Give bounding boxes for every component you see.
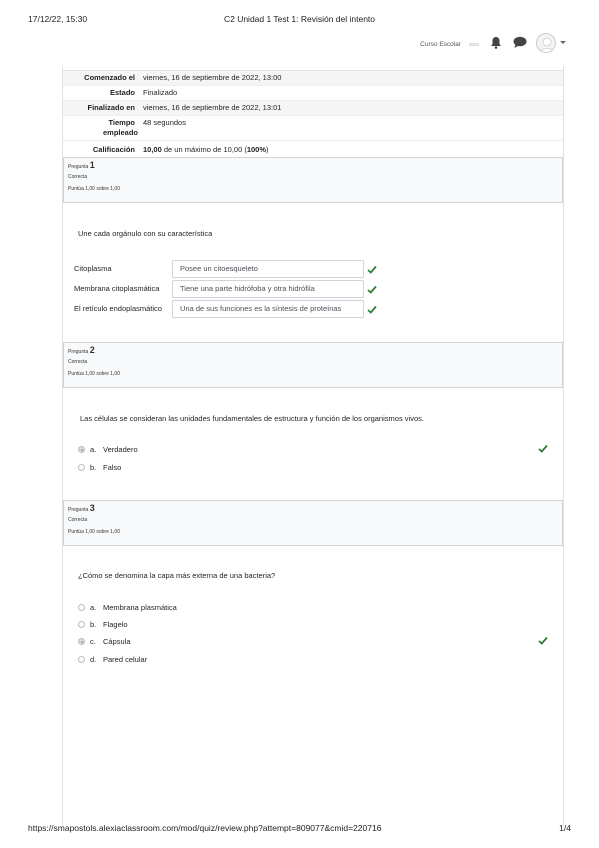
match-row (74, 260, 384, 278)
radio-button[interactable] (78, 621, 85, 628)
question-prefix: Pregunta (68, 507, 89, 513)
summary-row (63, 101, 563, 116)
avatar[interactable] (536, 33, 556, 53)
option-letter: c. (90, 637, 96, 646)
question-info-1 (63, 157, 563, 203)
summary-value: 48 segundos (143, 118, 186, 127)
option-text: Falso (103, 463, 122, 472)
course-selector[interactable]: Curso Escolar (420, 41, 461, 48)
summary-row (63, 141, 563, 158)
summary-row (63, 116, 563, 141)
option-letter: a. (90, 603, 97, 612)
question-text: Las células se consideran las unidades fundamentales de estructura y función de los organismos vivos. (80, 414, 424, 423)
radio-button[interactable] (78, 638, 85, 645)
radio-button[interactable] (78, 604, 85, 611)
print-footer (28, 823, 571, 835)
grade-value: 10,00 (143, 145, 162, 154)
question-number-value: 3 (89, 503, 95, 513)
check-icon (367, 265, 377, 274)
question-grade: Puntúa 1,00 sobre 1,00 (68, 186, 120, 192)
course-code: 2022 (468, 42, 479, 47)
question-number (68, 346, 558, 356)
match-label: Citoplasma (74, 264, 112, 273)
option-text: Membrana plasmática (103, 603, 177, 612)
option-text: Pared celular (103, 655, 148, 664)
summary-value (139, 143, 563, 157)
question-grade: Puntúa 1,00 sobre 1,00 (68, 529, 120, 535)
grade-max: de un máximo de 10,00 ( (161, 145, 247, 154)
option-letter: d. (90, 655, 97, 664)
check-icon (538, 636, 548, 645)
chevron-down-icon[interactable] (560, 40, 566, 45)
print-header (28, 14, 571, 26)
match-select[interactable]: Una de sus funciones es la síntesis de proteínas (172, 300, 364, 318)
radio-button[interactable] (78, 446, 85, 453)
question-info-2 (63, 342, 563, 388)
match-row (74, 280, 384, 298)
attempt-summary-table (63, 70, 563, 158)
match-select[interactable]: Posee un citoesqueleto (172, 260, 364, 278)
check-icon (367, 285, 377, 294)
option-text: Flagelo (103, 620, 128, 629)
match-label: Membrana citoplasmática (74, 284, 160, 293)
navbar (0, 30, 599, 56)
grade-close: ) (266, 145, 269, 154)
question-state: Correcta (68, 517, 88, 523)
print-url: https://smapostols.alexiaclassroom.com/mod/quiz/review.php?attempt=809077&cmid=220716 (28, 823, 382, 833)
summary-value: Finalizado (143, 88, 178, 97)
question-state: Correcta (68, 359, 88, 365)
grade-percent: 100% (246, 145, 267, 154)
option-text: Verdadero (103, 445, 138, 454)
question-text: ¿Cómo se denomina la capa más externa de una bacteria? (78, 571, 276, 580)
summary-value: viernes, 16 de septiembre de 2022, 13:01 (143, 103, 282, 112)
question-number (68, 504, 558, 514)
option-text: Cápsula (103, 637, 131, 646)
summary-value: viernes, 16 de septiembre de 2022, 13:00 (143, 73, 282, 82)
question-state: Correcta (68, 174, 88, 180)
match-row (74, 300, 384, 318)
match-label: El retículo endoplasmático (74, 304, 162, 313)
print-title: C2 Unidad 1 Test 1: Revisión del intento (223, 14, 376, 24)
radio-button[interactable] (78, 464, 85, 471)
option-letter: b. (90, 620, 97, 629)
summary-label: Tiempo empleado (103, 118, 139, 137)
question-info-3 (63, 500, 563, 546)
summary-label: Comenzado el (84, 73, 135, 82)
check-icon (367, 305, 377, 314)
question-number (68, 161, 558, 171)
option-letter: a. (90, 445, 97, 454)
check-icon (538, 444, 548, 453)
option-letter: b. (90, 463, 97, 472)
bell-icon[interactable] (490, 36, 502, 49)
question-text: Une cada orgánulo con su característica (78, 229, 213, 238)
summary-label: Estado (109, 88, 135, 97)
question-prefix: Pregunta (68, 164, 89, 170)
question-grade: Puntúa 1,00 sobre 1,00 (68, 371, 120, 377)
question-number-value: 1 (89, 160, 95, 170)
summary-row (63, 71, 563, 86)
summary-row (63, 86, 563, 101)
print-date: 17/12/22, 15:30 (28, 14, 88, 24)
summary-label: Finalizado en (87, 103, 135, 112)
chat-icon[interactable] (513, 36, 527, 49)
summary-label: Calificación (92, 145, 135, 154)
question-prefix: Pregunta (68, 349, 89, 355)
match-select[interactable]: Tiene una parte hidrófoba y otra hidrófila (172, 280, 364, 298)
question-number-value: 2 (89, 345, 95, 355)
radio-button[interactable] (78, 656, 85, 663)
page-counter: 1/4 (559, 823, 571, 833)
